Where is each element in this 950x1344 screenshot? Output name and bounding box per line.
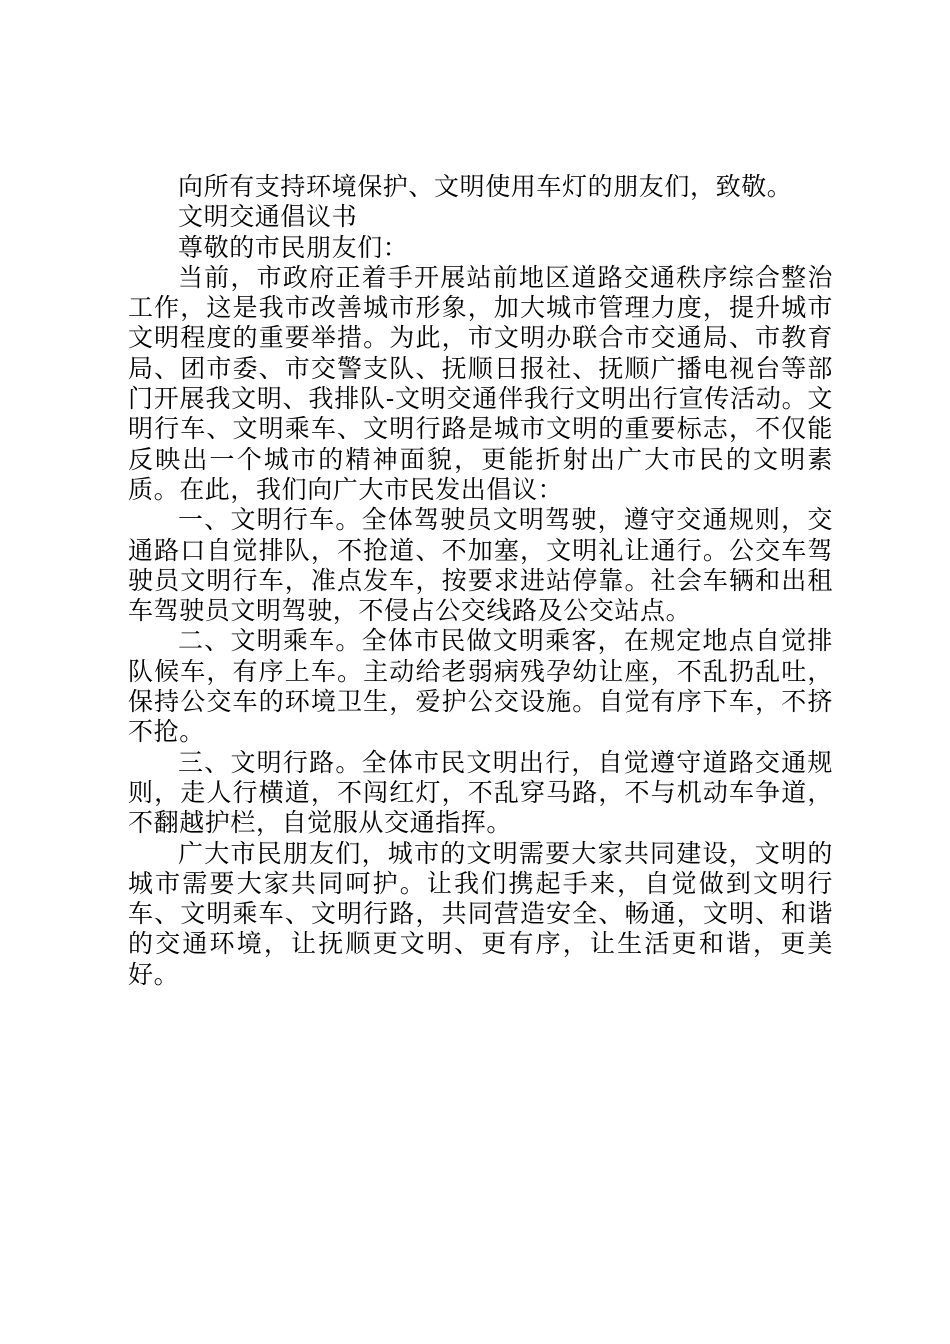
salutation: 尊敬的市民朋友们： [178,232,409,262]
item-walking-paragraph: 三、文明行路。全体市民文明出行，自觉遵守道路交通规则，走人行横道，不闯红灯，不乱穿马路，不与机动车争道，不翻越护栏，自觉服从交通指挥。 [128,747,833,838]
closing-salute: 向所有支持环境保护、文明使用车灯的朋友们，致敬。 [178,172,793,201]
item-driving-paragraph: 一、文明行车。全体驾驶员文明驾驶，遵守交通规则，交通路口自觉排队，不抢道、不加塞，文明礼让通行。公交车驾驶员文明行车，准点发车，按要求进站停靠。社会车辆和出租车驾驶员文明驾驶，不侵占公交线路及公交站点。 [128,505,833,626]
item-riding-paragraph: 二、文明乘车。全体市民做文明乘客，在规定地点自觉排队候车，有序上车。主动给老弱病残孕幼让座，不乱扔乱吐，保持公交车的环境卫生，爱护公交设施。自觉有序下车，不挤不抢。 [128,626,833,747]
intro-paragraph: 当前，市政府正着手开展站前地区道路交通秩序综合整治工作，这是我市改善城市形象，加大城市管理力度，提升城市文明程度的重要举措。为此，市文明办联合市交通局、市教育局、团市委、市交警支队、抚顺日报社、抚顺广播电视台等部门开展我文明、我排队-文明交通伴我行文明出行宣传活动。文明行车、文明乘车、文明行路是城市文明的重要标志，不仅能反映出一个城市的精神面貌，更能折射出广大市民的文明素质。在此，我们向广大市民发出倡议： [128,262,833,504]
document-body [128,172,833,990]
document-title: 文明交通倡议书 [178,202,358,232]
closing-paragraph: 广大市民朋友们，城市的文明需要大家共同建设，文明的城市需要大家共同呵护。让我们携起手来，自觉做到文明行车、文明乘车、文明行路，共同营造安全、畅通，文明、和谐的交通环境，让抚顺更文明、更有序，让生活更和谐，更美好。 [128,838,833,989]
